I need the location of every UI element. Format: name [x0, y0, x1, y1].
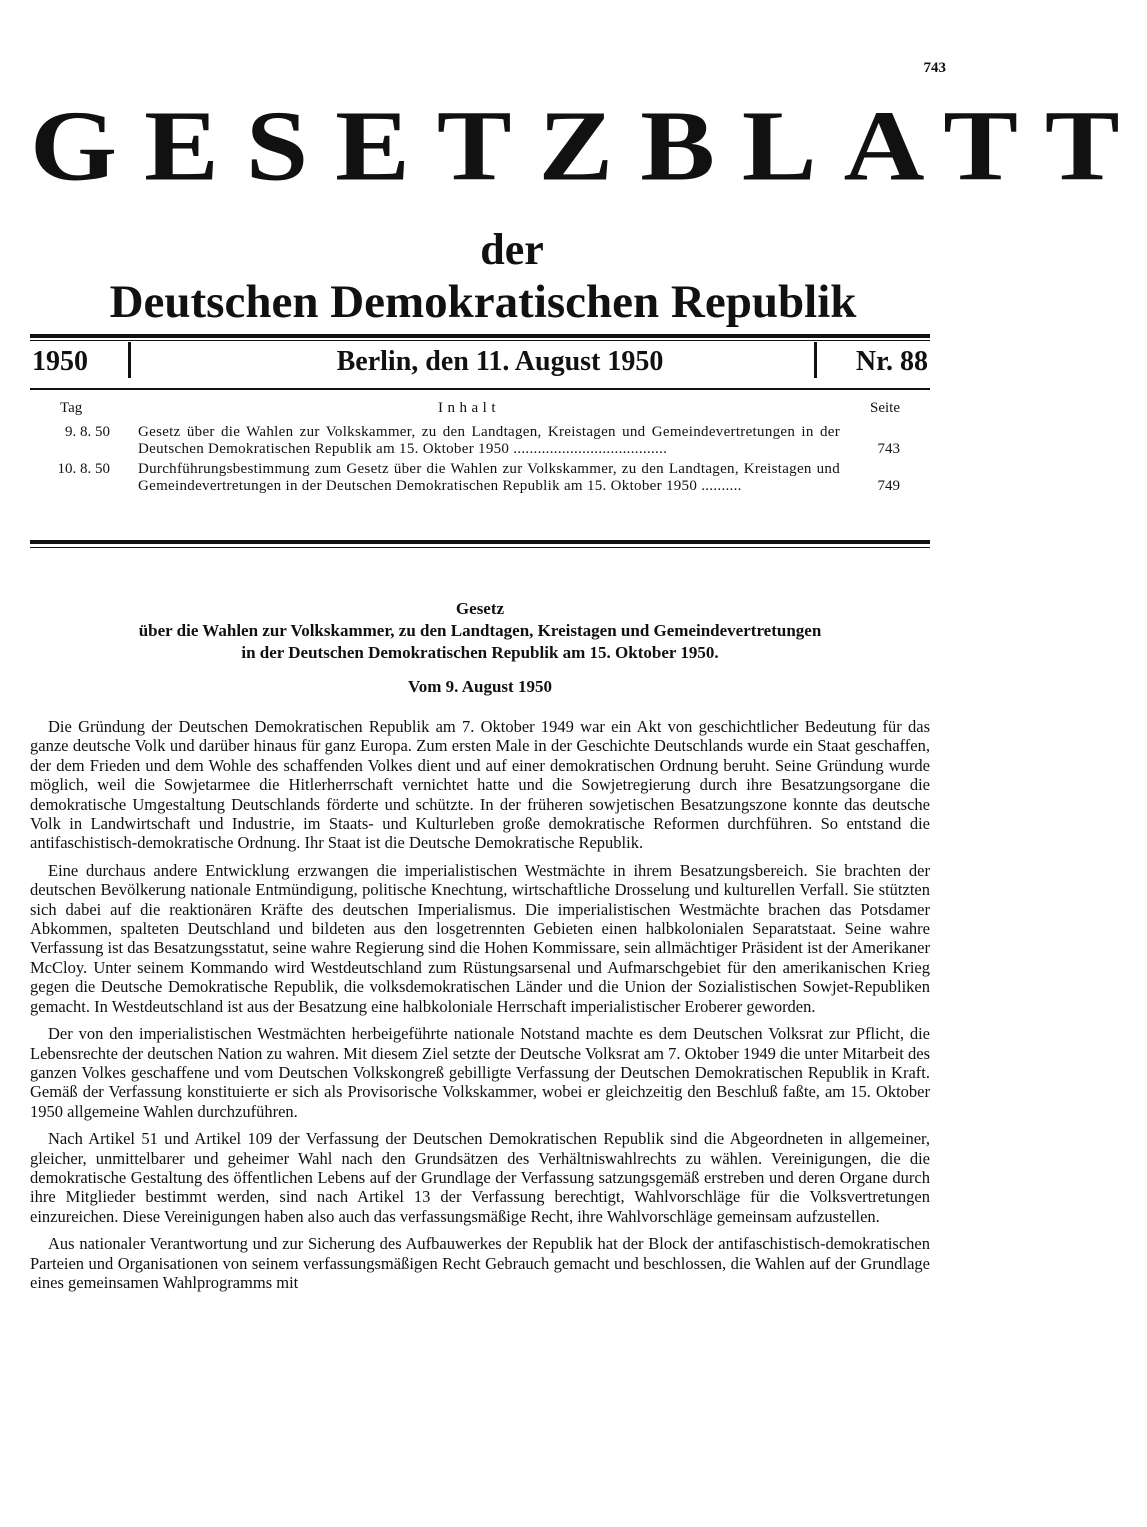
rule-top-thick: [30, 334, 930, 338]
body-paragraph: Nach Artikel 51 und Artikel 109 der Verfassung der Deutschen Demokratischen Republik sind die Abgeordneten in allgemeiner, gleicher, unmittelbarer und geheimer Wahl nach den Grundsätzen des Verhältniswahlrechts zu wählen. Vereinigungen, die die demokratische Gestaltung des öffentlichen Lebens auf der Grundlage der Verfassung satzungsgemäß erstreben und deren Organe durch ihre Mitglieder bestimmt werden, sind nach Artikel 13 der Verfassung berechtigt, Wahlvorschläge für die Volksvertretungen einzureichen. Diese Vereinigungen haben also auch das verfassungsmäßige Recht, ihre Wahlvorschläge gemeinsam aufzustellen.: [30, 1129, 930, 1226]
body-paragraph: Aus nationaler Verantwortung und zur Sicherung des Aufbauwerkes der Republik hat der Block der antifaschistisch-demokratischen Parteien und Organisationen von seinem verfassungsmäßigen Recht Gebrauch gemacht und beschlossen, die Wahlen auf der Grundlage eines gemeinsamen Wahlprogramms mit: [30, 1234, 930, 1292]
toc-entry-page: 749: [877, 478, 900, 494]
dateline-divider-left: [128, 342, 131, 378]
page-number: 743: [923, 60, 946, 76]
masthead-der: der: [480, 225, 544, 274]
rule-toc-bottom-thin: [30, 547, 930, 548]
dateline-year: 1950: [32, 346, 88, 377]
law-heading-subject: über die Wahlen zur Volkskammer, zu den Landtagen, Kreistagen und Gemeindevertretungen: [138, 621, 822, 640]
toc-col-page: Seite: [870, 400, 900, 416]
law-body: [30, 717, 930, 1300]
toc-entry-date: 10. 8. 50: [57, 461, 110, 477]
toc-entry-date: 9. 8. 50: [65, 424, 110, 440]
masthead-republic: Deutschen Demokratischen Republik: [109, 276, 857, 328]
toc-entry-text: Gesetz über die Wahlen zur Volkskammer, zu den Landtagen, Kreistagen und Gemeindevertretungen in der Deutschen Demokratischen Republik am 15. Oktober 1950 ......................................: [138, 424, 840, 457]
masthead-title: GESETZBLATT: [30, 90, 1147, 203]
law-date-line: Vom 9. August 1950: [408, 677, 552, 696]
toc-entry-page: 743: [877, 441, 900, 457]
body-paragraph: Die Gründung der Deutschen Demokratischen Republik am 7. Oktober 1949 war ein Akt von geschichtlicher Bedeutung für das ganze deutsche Volk und darüber hinaus für ganz Europa. Zum ersten Male in der Geschichte Deutschlands wurde ein Staat geschaffen, der dem Frieden und dem Wohle des schaffenden Volkes dient und auf einer demokratischen Ordnung beruht. Seine Gründung wurde möglich, weil die Sowjetarmee die Hitlerherrschaft vernichtet hatte und die Sowjetregierung durch ihre Besatzungsorgane die demokratische Umgestaltung Deutschlands förderte und schützte. In der früheren sowjetischen Besatzungszone konnte das deutsche Volk in Landwirtschaft und Industrie, im Staats- und Kulturleben große demokratische Reformen durchführen. So entstand die antifaschistisch-demokratische Ordnung. Ihr Staat ist die Deutsche Demokratische Republik.: [30, 717, 930, 853]
toc-entry: [30, 461, 930, 495]
dateline-issue: Nr. 88: [855, 346, 928, 377]
law-heading-title: Gesetz: [455, 599, 505, 618]
rule-dateline-bottom: [30, 388, 930, 390]
rule-top-thin: [30, 340, 930, 341]
dateline: [30, 342, 930, 382]
body-paragraph: Der von den imperialistischen Westmächten herbeigeführte nationale Notstand machte es dem Deutschen Volksrat zur Pflicht, die Lebensrechte der deutschen Nation zu wahren. Mit diesem Ziel setzte der Deutsche Volksrat am 7. Oktober 1949 die unter Mitarbeit des ganzen Volkes geschaffene und vom Deutschen Volkskongreß gebilligte Verfassung der Deutschen Demokratischen Republik in Kraft. Gemäß der Verfassung konstituierte er sich als Provisorische Volkskammer, wobei er gleichzeitig den Beschluß faßte, am 15. Oktober 1950 allgemeine Wahlen durchzuführen.: [30, 1024, 930, 1121]
dateline-divider-right: [814, 342, 817, 378]
toc-col-day: Tag: [60, 400, 83, 416]
body-paragraph: Eine durchaus andere Entwicklung erzwangen die imperialistischen Westmächte in ihrem Besatzungsbereich. Sie brachten der deutschen Bevölkerung nationale Entmündigung, politische Knechtung, wirtschaftliche Drosselung und kulturellen Verfall. Sie stützten sich dabei auf die reaktionären Kräfte des deutschen Imperialismus. Die imperialistischen Westmächte brachen das Potsdamer Abkommen, spalteten Deutschland und bildeten aus den losgetrennten Gebieten einen halbkolonialen Separatstaat. Seine wahre Verfassung ist das Besatzungsstatut, seine wahre Regierung sind die Hohen Kommissare, sein allmächtiger Präsident ist der Amerikaner McCloy. Unter seinem Kommando wird Westdeutschland zum Rüstungsarsenal und Aufmarschgebiet für den amerikanischen Krieg gegen die Deutsche Demokratische Republik, die volksdemokratischen Länder und die Union der Sozialistischen Sowjet-Republiken gemacht. In Westdeutschland ist aus der Besatzung eine halbkoloniale Herrschaft imperialistischer Eroberer geworden.: [30, 860, 930, 1016]
table-of-contents: [30, 398, 930, 498]
toc-col-content: Inhalt: [438, 400, 500, 416]
toc-entry-text: Durchführungsbestimmung zum Gesetz über die Wahlen zur Volkskammer, zu den Landtagen, Kreistagen und Gemeindevertretungen in der Deutschen Demokratischen Republik am 15. Oktober 1950 ..........: [138, 461, 840, 494]
toc-header: [30, 398, 930, 424]
dateline-city-date: Berlin, den 11. August 1950: [336, 346, 664, 377]
rule-toc-bottom-thick: [30, 540, 930, 544]
law-heading-scope: in der Deutschen Demokratischen Republik am 15. Oktober 1950.: [241, 643, 719, 662]
toc-entry: [30, 424, 930, 458]
